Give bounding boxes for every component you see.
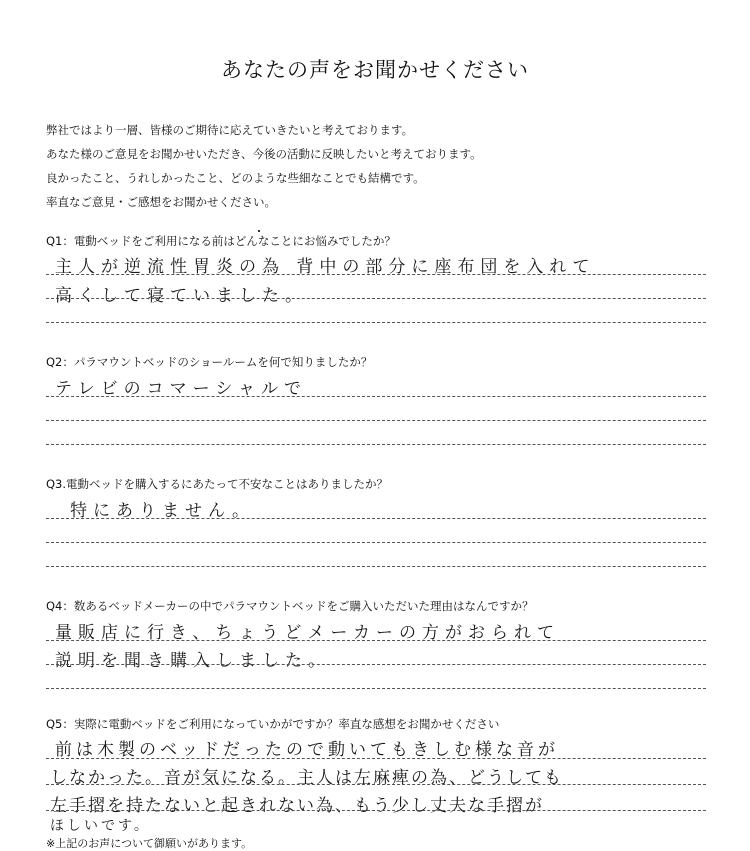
question-5-answer-line-4: ほしいです。 [50, 818, 151, 834]
intro-line: 率直なご意見・ご感想をお聞かせください。 [46, 195, 276, 209]
question-2-answer-line-1: テレビのコマーシャルで [55, 379, 307, 399]
stray-mark [258, 230, 260, 232]
answer-line [46, 542, 706, 543]
question-4-label: Q4：数あるベッドメーカーの中でパラマウントベッドをご購入いただいた理由はなんですか？ [46, 599, 534, 613]
answer-line [46, 420, 706, 421]
page-title: あなたの声をお聞かせください [221, 58, 529, 82]
answer-line [46, 784, 706, 785]
intro-line: 良かったこと、うれしかったこと、どのような些細なことでも結構です。 [46, 171, 425, 185]
question-5-answer-line-2: しなかった。音が気になる。主人は左麻痺の為、どうしても [50, 768, 563, 788]
answer-line [46, 298, 706, 299]
question-3-answer-line-1: 特にありません。 [70, 501, 256, 521]
answer-line [46, 396, 706, 397]
question-5-answer-line-3: 左手摺を持たないと起きれない為、もう少し丈夫な手摺が [50, 796, 544, 816]
question-4-answer-line-1: 量販店に行き、ちょうどメーカーの方がおられて [55, 623, 560, 643]
question-5-label: Q5：実際に電動ベッドをご利用になっていかがですか？率直な感想をお聞かせください [46, 717, 500, 731]
answer-line [46, 810, 706, 811]
intro-line: あなた様のご意見をお聞かせいただき、今後の活動に反映したいと考えております。 [46, 147, 482, 161]
question-5-answer-line-1: 前は木製のベッドだったので動いてもきしむ様な音が [55, 740, 559, 760]
intro-text [46, 118, 706, 214]
question-1-label: Q1：電動ベッドをご利用になる前はどんなことにお悩みでしたか？ [46, 234, 396, 248]
question-2-label: Q2：パラマウントベッドのショールームを何で知りましたか？ [46, 355, 373, 369]
answer-line [46, 566, 706, 567]
footnote: ※上記のお声について御願いがあります。 [46, 837, 253, 850]
answer-line [46, 758, 706, 759]
question-1-answer-line-1: 主人が逆流性胃炎の為 背中の部分に座布団を入れて [55, 257, 596, 277]
answer-line [46, 322, 706, 323]
question-1-answer-line-2: 高くして寝ていました。 [55, 286, 308, 306]
answer-line [46, 518, 706, 519]
answer-line [46, 688, 706, 689]
answer-line [46, 664, 706, 665]
question-3-label: Q3.電動ベッドを購入するにあたって不安なことはありましたか？ [46, 477, 389, 491]
answer-line [46, 444, 706, 445]
answer-line [46, 640, 706, 641]
question-4-answer-line-2: 説明を聞き購入しました。 [55, 651, 331, 671]
intro-line: 弊社ではより一層、皆様のご期待に応えていきたいと考えております。 [46, 123, 414, 137]
answer-line [46, 274, 706, 275]
